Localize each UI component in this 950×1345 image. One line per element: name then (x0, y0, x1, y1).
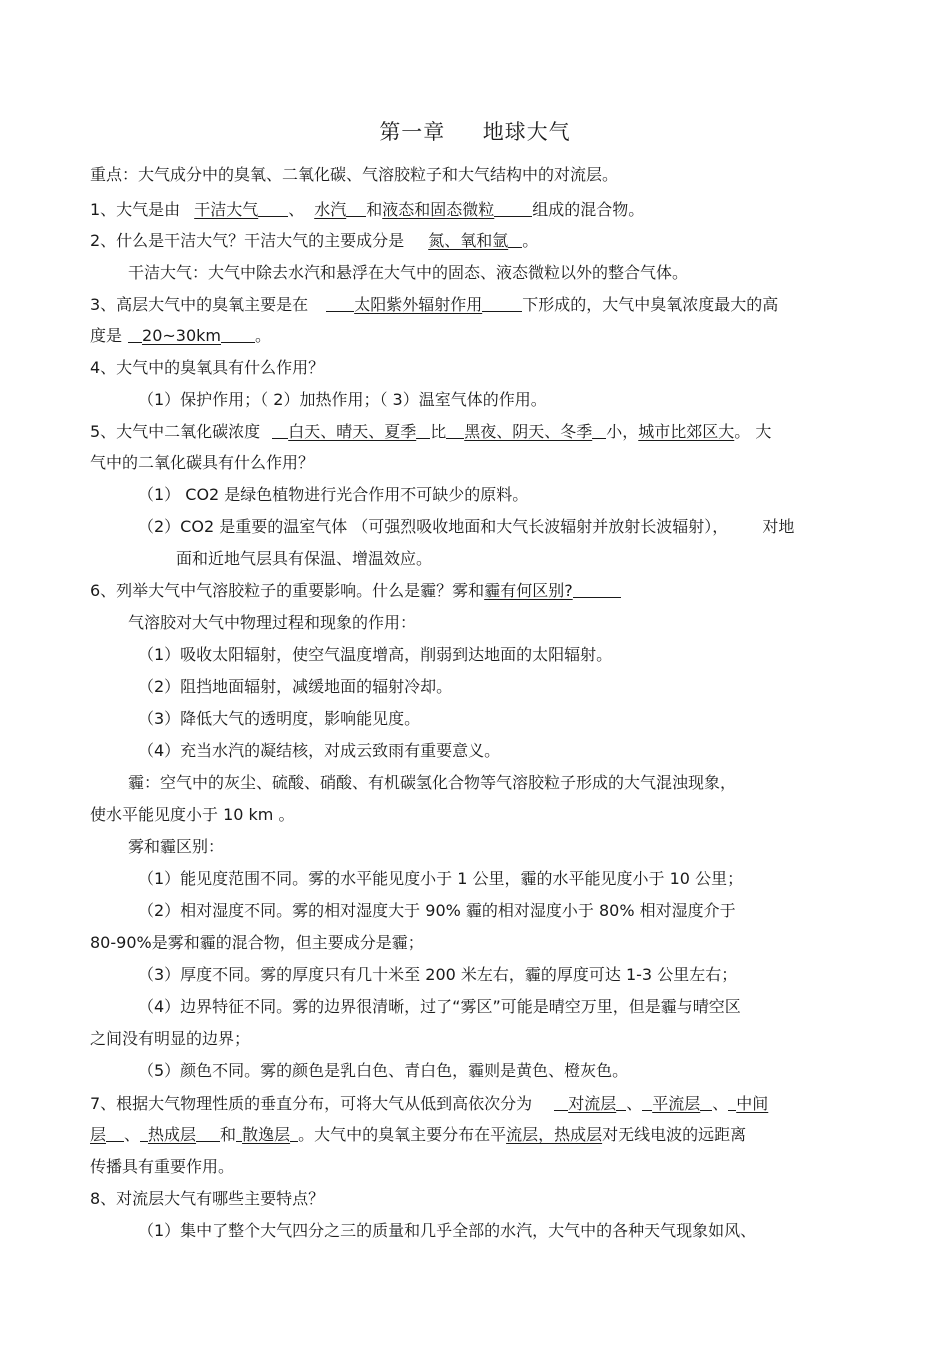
aerosol-point-4: （4）充当水汽的凝结核，对成云致雨有重要意义。 (138, 741, 501, 760)
q1-answer-3: 液态和固态微粒 (382, 200, 495, 219)
haze-definition-cont: 使水平能见度小于 10 km 。 (90, 805, 295, 824)
q7-sep-2: 、 (712, 1094, 729, 1113)
fog-haze-point-3: （3）厚度不同。雾的厚度只有几十米至 200 米左右，霾的厚度可达 1-3 公里左右； (138, 965, 738, 984)
aerosol-point-1: （1）吸收太阳辐射，使空气温度增高，削弱到达地面的太阳辐射。 (138, 645, 613, 664)
q1-text: 1、大气是由 (90, 200, 181, 219)
q7-underlined-2: 流层，热成层 (506, 1125, 603, 1144)
q7-answer-5: 散逸层 (242, 1125, 291, 1144)
q7-answer-2: 平流层 (652, 1094, 701, 1113)
q3-answer-1: 太阳紫外辐射作用 (354, 295, 483, 314)
q5-answer-3: 城市比郊区大 (638, 422, 735, 441)
q7-answer-4: 热成层 (148, 1125, 197, 1144)
q2-tail: 。 (522, 231, 539, 250)
aerosol-heading: 气溶胶对大气中物理过程和现象的作用： (128, 613, 417, 632)
key-points-line: 重点：大气成分中的臭氧、二氧化碳、气溶胶粒子和大气结构中的对流层。 (90, 165, 619, 184)
q6-underlined: 霾有何区别? (484, 581, 573, 600)
aerosol-point-2: （2）阻挡地面辐射，减缓地面的辐射冷却。 (138, 677, 453, 696)
q7-text-2: 。大气中的臭氧主要分布在平 (298, 1125, 507, 1144)
q3-tail: 下形成的，大气中臭氧浓度最大的高 (522, 295, 779, 314)
q1-tail: 组成的混合物。 (532, 200, 645, 219)
q5-point-2-text: （2）CO2 是重要的温室气体 （可强烈吸收地面和大气长波辐射并放射长波辐射）， (138, 517, 729, 536)
question-3 (90, 294, 778, 316)
q1-sep-1: 、 (288, 200, 305, 219)
chapter-number: 第一章 (379, 120, 446, 144)
q2-text: 2、什么是干洁大气？干洁大气的主要成分是 (90, 231, 405, 250)
q5-word-small: 小， (606, 422, 639, 441)
fog-haze-point-2-cont: 80-90%是雾和霾的混合物，但主要成分是霾； (90, 933, 424, 952)
question-2 (90, 230, 538, 252)
fog-haze-heading: 雾和霾区别： (128, 837, 225, 856)
question-1 (90, 199, 644, 221)
q7-tail: 对无线电波的远距离 (602, 1125, 747, 1144)
question-8: 8、对流层大气有哪些主要特点？ (90, 1189, 325, 1208)
q3-text-2: 度是 (90, 326, 123, 345)
chapter-name: 地球大气 (482, 120, 571, 144)
q7-text: 7、根据大气物理性质的垂直分布，可将大气从低到高依次分为 (90, 1094, 533, 1113)
q5-point-2 (138, 516, 794, 538)
q7-answer-3-cont: 层 (90, 1125, 107, 1144)
q5-cont: 气中的二氧化碳具有什么作用？ (90, 453, 315, 472)
question-3-cont (90, 325, 271, 347)
definition-dry-air: 干洁大气：大气中除去水汽和悬浮在大气中的固态、液态微粒以外的整合气体。 (128, 263, 689, 282)
q7-word-and: 和 (220, 1125, 237, 1144)
fog-haze-point-5: （5）颜色不同。雾的颜色是乳白色、青白色，霾则是黄色、橙灰色。 (138, 1061, 629, 1080)
fog-haze-point-1: （1）能见度范围不同。雾的水平能见度小于 1 公里，霾的水平能见度小于 10 公里； (138, 869, 744, 888)
q1-sep-2: 和 (366, 200, 383, 219)
q5-tail: 。 大 (734, 422, 772, 441)
q6-text: 6、列举大气中气溶胶粒子的重要影响。什么是霾？雾和 (90, 581, 485, 600)
q5-text: 5、大气中二氧化碳浓度 (90, 422, 261, 441)
question-7-cont (90, 1124, 746, 1146)
fog-haze-point-2: （2）相对湿度不同。雾的相对湿度大于 90% 霾的相对湿度小于 80% 相对湿度介于 (138, 901, 736, 920)
q1-answer-2: 水汽 (314, 200, 347, 219)
question-5 (90, 421, 771, 443)
aerosol-point-3: （3）降低大气的透明度，影响能见度。 (138, 709, 421, 728)
haze-definition: 霾：空气中的灰尘、硫酸、硝酸、有机碳氢化合物等气溶胶粒子形成的大气混浊现象， (128, 773, 737, 792)
q7-answer-1: 对流层 (568, 1094, 617, 1113)
q5-answer-1: 白天、晴天、夏季 (288, 422, 417, 441)
q5-point-2-cont: 面和近地气层具有保温、增温效应。 (176, 549, 433, 568)
q4-answer: （1）保护作用；（ 2）加热作用；（ 3）温室气体的作用。 (138, 390, 547, 409)
q3-tail-2: 。 (255, 326, 272, 345)
q5-point-1: （1） CO2 是绿色植物进行光合作用不可缺少的原料。 (138, 485, 529, 504)
question-7 (90, 1093, 768, 1115)
q5-word-than: 比 (430, 422, 447, 441)
question-6 (90, 580, 621, 602)
chapter-title (0, 116, 950, 146)
q3-answer-2: 20~30km (142, 326, 221, 345)
q7-sep-3: 、 (124, 1125, 141, 1144)
fog-haze-point-4-cont: 之间没有明显的边界； (90, 1029, 251, 1048)
q5-point-2-tail: 对地 (762, 517, 795, 536)
question-4: 4、大气中的臭氧具有什么作用？ (90, 358, 325, 377)
q8-point-1: （1）集中了整个大气四分之三的质量和几乎全部的水汽，大气中的各种天气现象如风、 (138, 1221, 757, 1240)
q7-sep-1: 、 (626, 1094, 643, 1113)
q5-answer-2: 黑夜、阴天、冬季 (464, 422, 593, 441)
q1-answer-1: 干洁大气 (194, 200, 259, 219)
q3-text: 3、高层大气中的臭氧主要是在 (90, 295, 309, 314)
q7-answer-3: 中间 (736, 1094, 769, 1113)
fog-haze-point-4: （4）边界特征不同。雾的边界很清晰，过了“雾区”可能是晴空万里，但是霾与晴空区 (138, 997, 741, 1016)
question-7-cont-2: 传播具有重要作用。 (90, 1157, 235, 1176)
q2-answer: 氮、氧和氩 (428, 231, 509, 250)
